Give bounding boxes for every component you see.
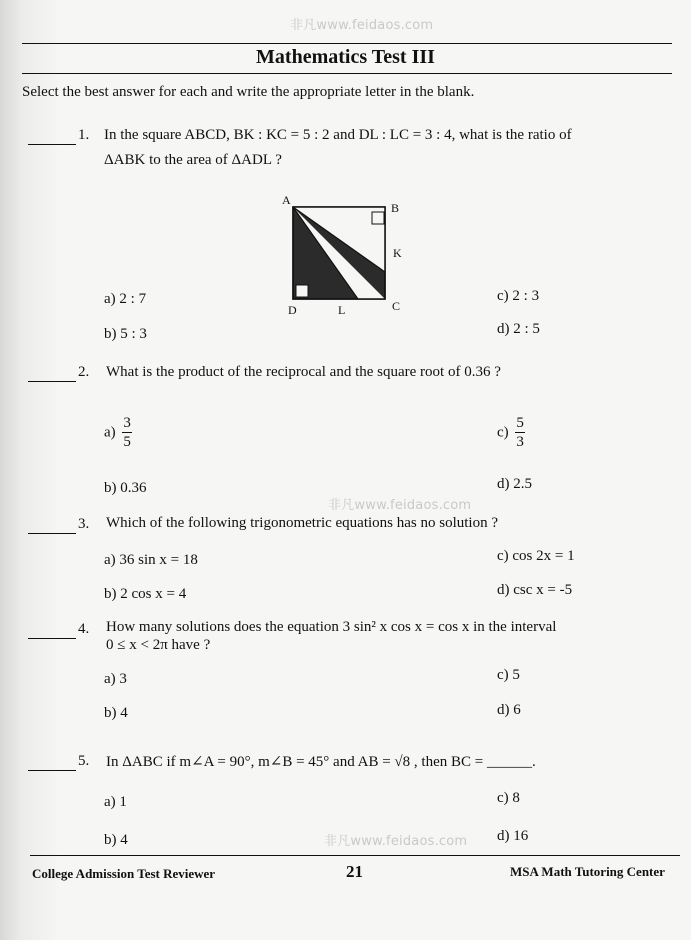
denominator: 3 (516, 434, 524, 450)
option-3b[interactable]: b) 2 cos x = 4 (104, 586, 187, 602)
option-1c[interactable]: c) 2 : 3 (497, 288, 540, 304)
option-4c[interactable]: c) 5 (497, 667, 520, 683)
question-3-line-1: Which of the following trigonometric equations has no solution ? (106, 515, 499, 531)
question-5 (28, 753, 89, 771)
watermark-middle: 非凡www.feidaos.com (328, 498, 472, 513)
figure-label-b: B (391, 201, 400, 215)
option-label: c) (497, 424, 509, 441)
figure-label-l: L (338, 303, 346, 317)
question-4-line-2: 0 ≤ x < 2π have ? (106, 637, 211, 653)
option-1a[interactable]: a) 2 : 7 (104, 291, 147, 307)
option-4a[interactable]: a) 3 (104, 671, 127, 687)
option-5d[interactable]: d) 16 (497, 828, 529, 844)
footer-book-title: College Admission Test Reviewer (32, 866, 216, 881)
page-title: Mathematics Test III (256, 46, 435, 68)
figure-label-c: C (392, 299, 401, 313)
option-1b[interactable]: b) 5 : 3 (104, 326, 147, 342)
option-label: a) (104, 424, 116, 441)
question-number: 2. (78, 364, 90, 380)
answer-blank[interactable] (28, 753, 76, 771)
option-4d[interactable]: d) 6 (497, 702, 521, 718)
option-4b[interactable]: b) 4 (104, 705, 128, 721)
footer-rule (30, 855, 680, 856)
option-3a[interactable]: a) 36 sin x = 18 (104, 552, 198, 568)
answer-blank[interactable] (28, 127, 76, 145)
answer-blank[interactable] (28, 364, 76, 382)
question-number: 5. (78, 753, 90, 769)
question-1-line-1: In the square ABCD, BK : KC = 5 : 2 and DL : LC = 3 : 4, what is the ratio of (104, 127, 572, 143)
question-2-line-1: What is the product of the reciprocal and the square root of 0.36 ? (106, 364, 501, 380)
option-2d[interactable]: d) 2.5 (497, 476, 532, 492)
footer-publisher: MSA Math Tutoring Center (510, 864, 665, 879)
question-5-line-1: In ΔABC if m∠A = 90°, m∠B = 45° and AB = √8 , then BC = ______. (106, 754, 536, 770)
option-2c[interactable] (497, 416, 525, 450)
question-number: 4. (78, 621, 90, 637)
numerator: 5 (516, 415, 524, 431)
option-5a[interactable]: a) 1 (104, 794, 127, 810)
question-1 (28, 127, 89, 145)
question-1-line-2: ΔABK to the area of ΔADL ? (104, 152, 282, 168)
numerator: 3 (123, 415, 131, 431)
fraction (515, 416, 525, 450)
option-2b[interactable]: b) 0.36 (104, 480, 147, 496)
title-rule (22, 73, 672, 74)
fraction (122, 416, 132, 450)
denominator: 5 (123, 434, 131, 450)
square-figure (292, 206, 388, 302)
watermark-bottom: 非凡www.feidaos.com (324, 834, 468, 849)
question-number: 1. (78, 127, 90, 143)
header-rule (22, 43, 672, 44)
option-3c[interactable]: c) cos 2x = 1 (497, 548, 575, 564)
option-5b[interactable]: b) 4 (104, 832, 128, 848)
option-1d[interactable]: d) 2 : 5 (497, 321, 540, 337)
page-number: 21 (346, 862, 363, 881)
question-4 (28, 621, 89, 639)
figure-label-k: K (393, 246, 402, 260)
option-3d[interactable]: d) csc x = -5 (497, 582, 573, 598)
option-2a[interactable] (104, 416, 132, 450)
question-number: 3. (78, 516, 90, 532)
figure-label-a: A (282, 193, 291, 207)
question-4-line-1: How many solutions does the equation 3 sin² x cos x = cos x in the interval (106, 619, 557, 635)
question-3 (28, 516, 89, 534)
question-2 (28, 364, 89, 382)
figure-label-d: D (288, 303, 297, 317)
instructions: Select the best answer for each and write the appropriate letter in the blank. (22, 84, 475, 100)
answer-blank[interactable] (28, 621, 76, 639)
option-5c[interactable]: c) 8 (497, 790, 520, 806)
answer-blank[interactable] (28, 516, 76, 534)
watermark-top: 非凡www.feidaos.com (290, 18, 434, 33)
